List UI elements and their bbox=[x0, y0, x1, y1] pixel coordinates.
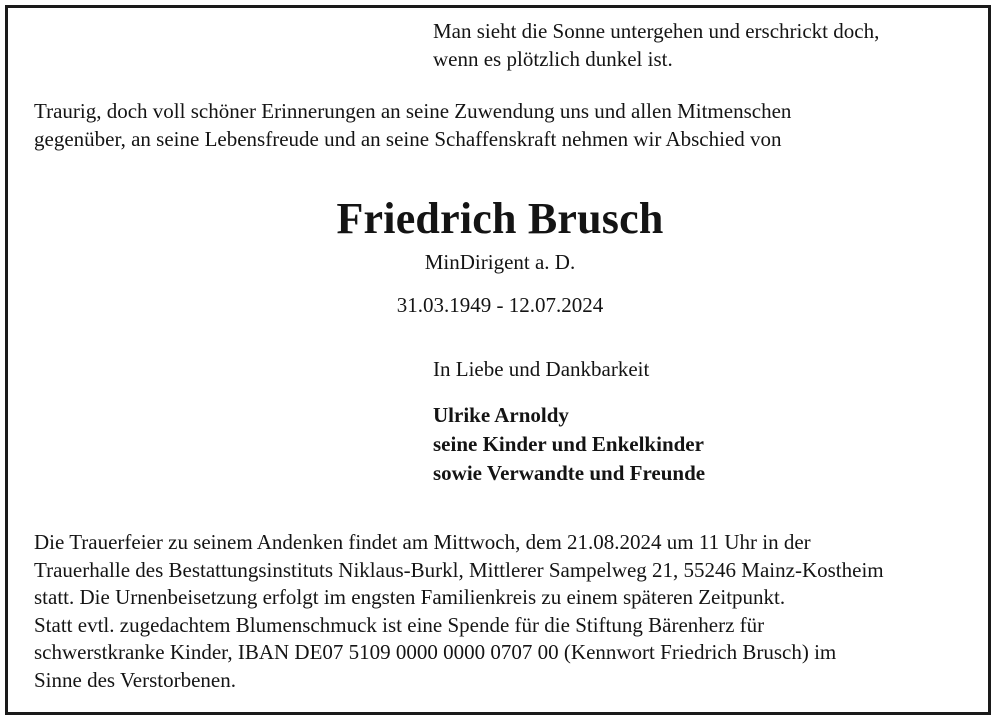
motto-line: wenn es plötzlich dunkel ist. bbox=[433, 47, 673, 71]
intro-line: Traurig, doch voll schöner Erinnerungen an seine Zuwendung uns und allen Mitmenschen bbox=[34, 99, 792, 123]
motto-line: Man sieht die Sonne untergehen und erschrickt doch, bbox=[433, 19, 880, 43]
funeral-notice bbox=[34, 529, 884, 694]
deceased-name: Friedrich Brusch bbox=[336, 194, 664, 243]
mourner-entry: sowie Verwandte und Freunde bbox=[433, 461, 706, 485]
dedication-line: In Liebe und Dankbarkeit bbox=[433, 357, 650, 381]
deceased-title: MinDirigent a. D. bbox=[424, 250, 576, 274]
notice-line: statt. Die Urnenbeisetzung erfolgt im engsten Familienkreis zu einem späteren Zeitpunkt. bbox=[34, 585, 786, 609]
notice-line: Trauerhalle des Bestattungsinstituts Niklaus-Burkl, Mittlerer Sampelweg 21, 55246 Mainz-Kostheim bbox=[34, 557, 884, 582]
notice-line: schwerstkranke Kinder, IBAN DE07 5109 0000 0000 0707 00 (Kennwort Friedrich Brusch) im bbox=[34, 640, 837, 664]
notice-line: Sinne des Verstorbenen. bbox=[34, 667, 236, 692]
mourner-entry: seine Kinder und Enkelkinder bbox=[433, 432, 704, 456]
life-dates: 31.03.1949 - 12.07.2024 bbox=[396, 293, 604, 317]
mourners-list bbox=[433, 401, 705, 488]
motto-quote bbox=[433, 17, 879, 73]
intro-paragraph bbox=[34, 97, 791, 153]
intro-line: gegenüber, an seine Lebensfreude und an seine Schaffenskraft nehmen wir Abschied von bbox=[34, 127, 782, 151]
notice-line: Die Trauerfeier zu seinem Andenken findet am Mittwoch, dem 21.08.2024 um 11 Uhr in der bbox=[34, 530, 811, 554]
notice-line: Statt evtl. zugedachtem Blumenschmuck ist eine Spende für die Stiftung Bärenherz für bbox=[34, 612, 765, 637]
mourner-entry: Ulrike Arnoldy bbox=[433, 403, 569, 427]
